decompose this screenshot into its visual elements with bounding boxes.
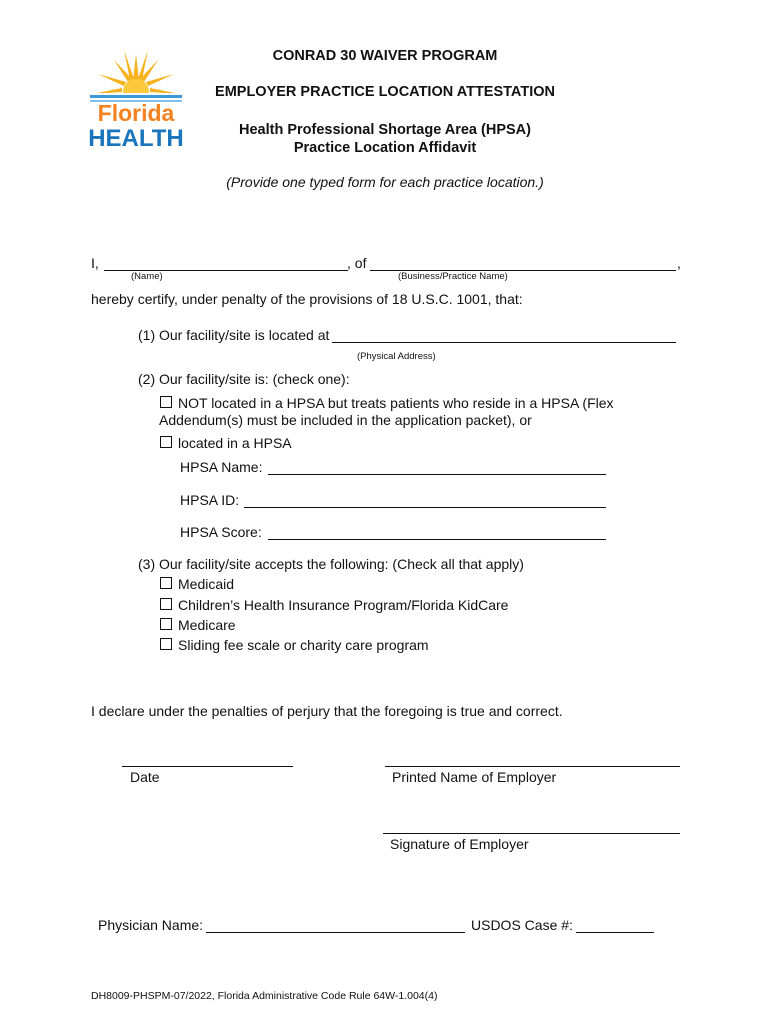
physician-name-field-line[interactable] (206, 932, 465, 933)
printed-name-signature-line[interactable] (385, 766, 680, 767)
signature-label: Signature of Employer (390, 836, 529, 852)
subtitle-affidavit: Practice Location Affidavit (293, 140, 477, 156)
address-field-line[interactable] (332, 342, 676, 343)
not-in-hpsa-text-1: NOT located in a HPSA but treats patients who reside in a HPSA (Flex (178, 395, 614, 411)
program-title: CONRAD 30 WAIVER PROGRAM (272, 48, 498, 64)
usdos-case-label: USDOS Case #: (471, 917, 573, 933)
medicaid-text: Medicaid (178, 576, 235, 592)
form-title: EMPLOYER PRACTICE LOCATION ATTESTATION (215, 84, 555, 100)
hpsa-score-field-line[interactable] (268, 539, 606, 540)
hpsa-id-label: HPSA ID: (180, 492, 240, 508)
sliding-fee-text: Sliding fee scale or charity care program (178, 637, 429, 653)
form-footer: DH8009-PHSPM-07/2022, Florida Administrative Code Rule 64W-1.004(4) (91, 990, 438, 1002)
usdos-case-field-line[interactable] (576, 932, 654, 933)
hpsa-score-label: HPSA Score: (180, 524, 262, 540)
medicaid-checkbox[interactable] (160, 577, 172, 589)
in-hpsa-checkbox[interactable] (160, 436, 172, 448)
printed-name-label: Printed Name of Employer (392, 769, 557, 785)
physician-name-label: Physician Name: (98, 917, 204, 933)
i-prefix: I, (91, 255, 99, 271)
name-caption: (Name) (131, 271, 163, 282)
item3-label: (3) Our facility/site accepts the following: (Check all that apply) (138, 556, 524, 572)
chip-kidcare-text: Children’s Health Insurance Program/Florida KidCare (178, 597, 509, 613)
trailing-comma: , (677, 255, 681, 271)
declaration-text: I declare under the penalties of perjury that the foregoing is true and correct. (91, 703, 563, 719)
date-label: Date (130, 769, 160, 785)
not-in-hpsa-text-2: Addendum(s) must be included in the application packet), or (159, 412, 532, 428)
address-caption: (Physical Address) (357, 351, 436, 362)
business-caption: (Business/Practice Name) (398, 271, 508, 282)
instruction-text: (Provide one typed form for each practice location.) (226, 174, 544, 190)
item2-label: (2) Our facility/site is: (check one): (138, 371, 350, 387)
in-hpsa-text: located in a HPSA (178, 435, 292, 451)
of-text: , of (347, 255, 367, 271)
certify-text: hereby certify, under penalty of the provisions of 18 U.S.C. 1001, that: (91, 291, 523, 307)
not-in-hpsa-checkbox[interactable] (160, 396, 172, 408)
subtitle-hpsa: Health Professional Shortage Area (HPSA) (239, 122, 531, 138)
item1-label: (1) Our facility/site is located at (138, 327, 330, 343)
chip-kidcare-checkbox[interactable] (160, 598, 172, 610)
hpsa-name-field-line[interactable] (268, 474, 606, 475)
medicare-text: Medicare (178, 617, 236, 633)
logo-text-florida: Florida (97, 100, 175, 126)
sliding-fee-checkbox[interactable] (160, 638, 172, 650)
medicare-checkbox[interactable] (160, 618, 172, 630)
employer-signature-line[interactable] (383, 833, 680, 834)
hpsa-name-label: HPSA Name: (180, 459, 263, 475)
logo-text-health: HEALTH (88, 125, 184, 150)
date-signature-line[interactable] (122, 766, 293, 767)
hpsa-id-field-line[interactable] (244, 507, 606, 508)
